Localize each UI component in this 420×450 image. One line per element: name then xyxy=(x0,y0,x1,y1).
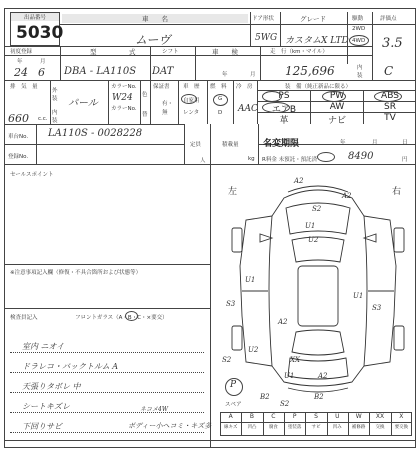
recycle-circle xyxy=(317,152,335,162)
mark-rear-bumper: B2 xyxy=(260,393,270,401)
legend-divider xyxy=(305,412,306,436)
equip-pw: PW xyxy=(329,91,345,101)
fuel-g: G xyxy=(218,96,223,102)
legend-divider xyxy=(391,412,392,436)
inspector-note-4: シートキズレ xyxy=(22,402,70,411)
model-label: 型 式 xyxy=(90,48,136,56)
spare-label: スペア xyxy=(225,402,242,408)
drive-2wd: 2WD xyxy=(352,26,366,32)
mileage-value: 125,696 xyxy=(285,64,335,78)
reg-month-label: 月 xyxy=(40,59,46,65)
exterior-label: 外装 xyxy=(52,88,58,102)
doors-label: ドア形状 xyxy=(252,16,274,22)
windshield-label: フロントガラス（A・B・C・×要交） xyxy=(75,315,168,321)
interior-grade: C xyxy=(384,64,394,78)
history-circle xyxy=(181,94,197,104)
mark-left-front-door: U1 xyxy=(245,276,256,284)
reg-year-label: 年 xyxy=(17,59,23,65)
equip-navi: ナビ xyxy=(327,116,346,126)
mark-left-rear: S3 xyxy=(226,300,236,308)
drive-label: 駆動 xyxy=(352,16,364,22)
diagram-left-label: 左 xyxy=(228,187,238,197)
fuel-label: 燃 料 xyxy=(210,84,227,90)
color-value: パール xyxy=(68,98,98,109)
mark-tailgate: U1 xyxy=(284,372,295,380)
mark-left-quarter: U2 xyxy=(248,346,259,354)
legend-divider xyxy=(348,412,349,436)
diagram-right-label: 右 xyxy=(392,187,402,197)
chassis-label: 車台No. xyxy=(8,134,29,140)
legend-code-6: W xyxy=(355,413,362,420)
legend-divider xyxy=(263,412,264,436)
inspector-label: 検査員記入 xyxy=(10,315,38,321)
load-unit: kg xyxy=(248,156,255,162)
history-rental: レンタ xyxy=(183,110,200,116)
drive-circle xyxy=(349,35,369,46)
mark-rear-bumper-2: S2 xyxy=(280,400,290,408)
expiry-year: 年 xyxy=(340,140,346,146)
legend-code-1: B xyxy=(249,413,255,420)
mark-windshield-2: U2 xyxy=(308,236,319,244)
interior-label: 内装 xyxy=(357,65,363,79)
equip-abs-circle xyxy=(374,91,402,102)
fuel-circle xyxy=(213,94,228,106)
mark-front-right: A2 xyxy=(342,192,352,200)
legend-code-8: X xyxy=(399,413,404,420)
legend-code-5: U xyxy=(335,413,340,420)
inspection-label: 車 検 xyxy=(212,48,238,56)
legend-code-4: S xyxy=(314,413,318,420)
model-value: DBA - LA110S xyxy=(64,66,137,77)
mileage-label: 走 行（km・マイル） xyxy=(270,49,328,55)
displacement-label: 排 気 量 xyxy=(10,84,38,90)
first-reg-label: 初度登録 xyxy=(10,49,33,55)
expiry-month: 月 xyxy=(372,140,378,146)
inspector-extra-1: ネコメ4W xyxy=(140,406,168,413)
legend-desc-8: 要交換 xyxy=(394,425,409,430)
equipment-label: 装 備（純正新品に限る） xyxy=(285,84,352,90)
mark-right-rear: S3 xyxy=(372,304,382,312)
legend-desc-1: 凹凸 xyxy=(247,425,257,430)
equip-sr: SR xyxy=(384,102,396,112)
lot-label: 出品番号 xyxy=(11,13,59,21)
inspector-note-5: 下回りサビ xyxy=(22,422,62,431)
legend-divider xyxy=(369,412,370,436)
aircon-value: AAC xyxy=(238,104,258,114)
spare-mark: P xyxy=(230,380,237,390)
legend-divider xyxy=(284,412,285,436)
history-private: 自家用 xyxy=(183,98,200,104)
recycle-value: 8490 xyxy=(348,151,374,162)
recycle-yen: 円 xyxy=(402,157,408,163)
lot-number: 5030 xyxy=(16,23,64,43)
cooling-label: 冷 房 xyxy=(236,84,253,90)
mark-front-bumper: A2 xyxy=(294,177,304,185)
mark-rear-glass: XX xyxy=(290,356,300,364)
equip-tv: TV xyxy=(384,113,396,123)
name-expiry-label: 名変期限 xyxy=(263,139,300,149)
score-label: 評価点 xyxy=(380,16,397,22)
car-name: ムーヴ xyxy=(135,33,171,47)
color-no-label-2: カラーNo. xyxy=(111,106,137,112)
fuel-d: D xyxy=(218,110,223,116)
car-name-label: 車 名 xyxy=(62,14,248,23)
equip-ps: PS xyxy=(278,91,290,101)
warranty-value: 有・無 xyxy=(162,101,174,116)
mark-hood: S2 xyxy=(312,205,322,213)
equip-airbag-circle xyxy=(262,102,290,113)
equip-aw: AW xyxy=(329,102,345,112)
color-label: 色 xyxy=(142,92,148,98)
grade-value: カスタムX LTD xyxy=(285,36,349,46)
reg-no-label: 登録No. xyxy=(8,154,29,160)
legend-desc-5: 凹み xyxy=(332,425,342,430)
interior-color-label: 内装 xyxy=(52,110,58,124)
score-value: 3.5 xyxy=(382,36,403,51)
legend-divider xyxy=(241,412,242,436)
inspector-note-2: ドラレコ・バックトルム A xyxy=(22,362,118,371)
equip-abs: ABS xyxy=(381,91,399,101)
legend-desc-7: 交換 xyxy=(375,425,385,430)
expiry-day: 日 xyxy=(402,140,408,146)
mark-windshield: U1 xyxy=(305,222,316,230)
mark-right-door: U1 xyxy=(353,292,364,300)
legend-code-3: P xyxy=(292,413,297,420)
legend-code-7: XX xyxy=(375,413,385,420)
doors-value: 5WG xyxy=(255,33,278,43)
drive-4wd: 4WD xyxy=(352,38,366,44)
mark-roof: A2 xyxy=(278,318,288,326)
legend-code-2: C xyxy=(271,413,276,420)
mark-rear-bumper-3: B2 xyxy=(314,393,324,401)
equip-pw-circle xyxy=(322,91,346,102)
equip-airbag: エアB xyxy=(271,105,297,115)
sales-point-label: セールスポイント xyxy=(10,172,54,178)
legend-desc-6: 補修跡 xyxy=(351,425,366,430)
person-unit: 人 xyxy=(200,158,206,164)
recycle-label: R料金 未預託・預託済 xyxy=(262,157,318,163)
equip-ps-circle xyxy=(262,91,282,102)
inspector-extra-2: ボディー小ヘコミ・キズ多 xyxy=(128,422,212,430)
legend-desc-3: 塗装落 xyxy=(287,425,302,430)
insp-month: 月 xyxy=(250,72,256,78)
color-no-label: カラーNo. xyxy=(111,84,137,90)
inspector-note-3: 天張りタボレ 中 xyxy=(22,382,81,391)
equip-leather: 革 xyxy=(279,116,289,126)
windshield-circle xyxy=(125,311,138,321)
history-label: 車 歴 xyxy=(183,84,200,90)
reg-year: 24 xyxy=(14,66,28,79)
chassis-number: LA110S - 0028228 xyxy=(48,128,143,139)
shift-value: DAT xyxy=(152,66,174,77)
grade-label: グレード xyxy=(300,15,326,23)
legend-desc-2: 腐食 xyxy=(268,425,278,430)
legend-divider xyxy=(327,412,328,436)
insp-year: 年 xyxy=(222,72,228,78)
capacity-label: 定員 xyxy=(190,142,202,148)
legend-code-0: A xyxy=(228,413,233,420)
displacement-value: 660 xyxy=(8,112,29,125)
cc-label: c.c. xyxy=(38,116,48,122)
inspector-note-1: 室内 ニオイ xyxy=(22,342,65,351)
mark-tailgate-2: A2 xyxy=(318,372,328,380)
load-label: 積載量 xyxy=(222,142,239,148)
warranty-label: 保証書 xyxy=(153,84,170,90)
mark-left-lamp: S2 xyxy=(222,356,232,364)
repaint-label: 替 xyxy=(142,112,148,118)
caution-label: ※注意事項記入欄（修復・不具合箇所および状態等） xyxy=(10,270,142,276)
shift-label: シフト xyxy=(162,49,179,55)
legend-desc-0: 線キズ xyxy=(223,425,238,430)
reg-month: 6 xyxy=(38,66,45,79)
color-no-value: W24 xyxy=(112,93,133,103)
legend-desc-4: サビ xyxy=(311,425,321,430)
